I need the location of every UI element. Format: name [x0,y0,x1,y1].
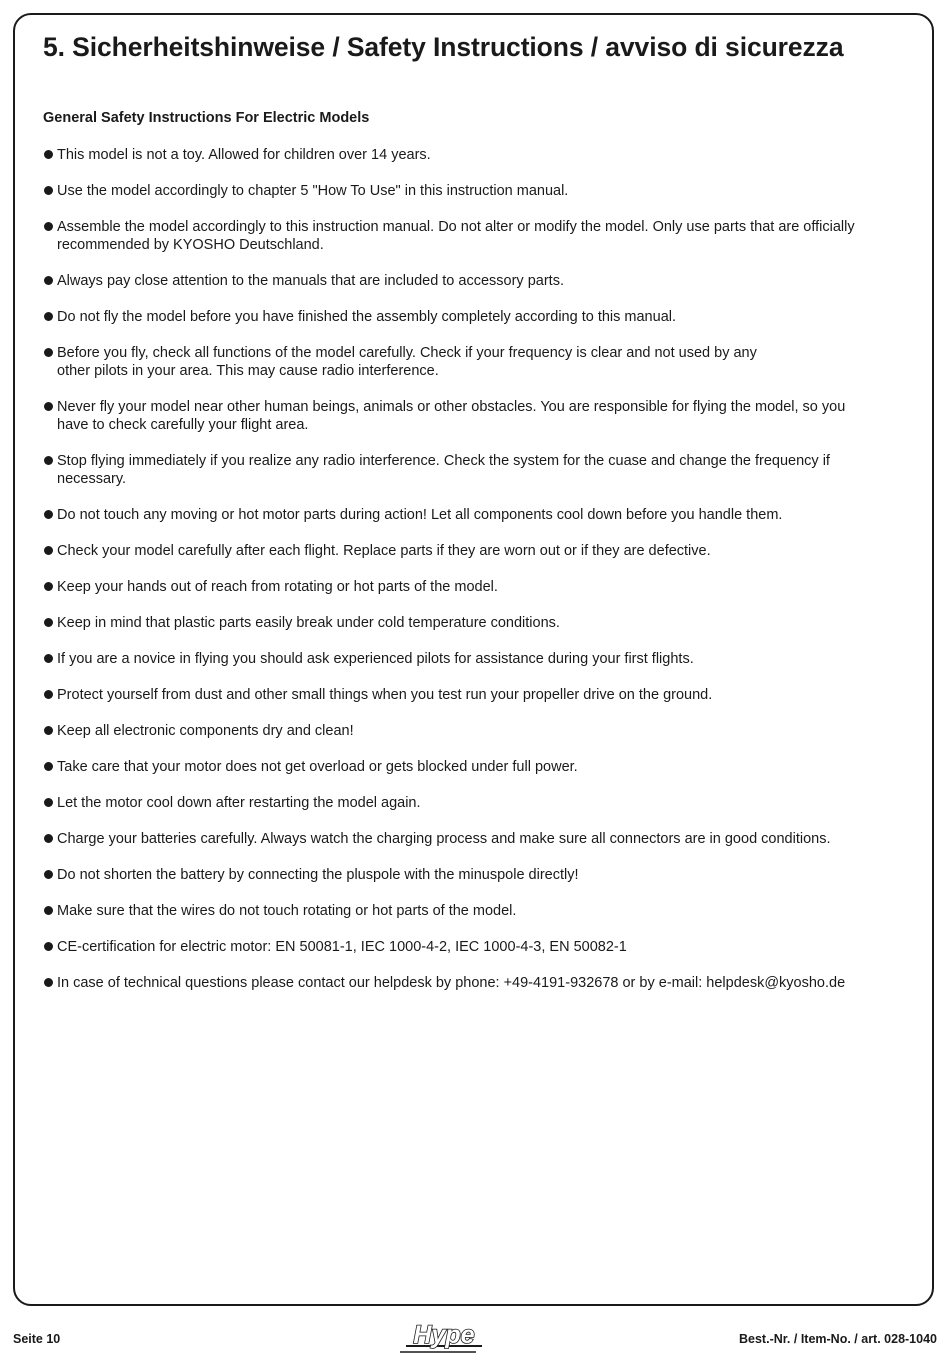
bullet-icon [43,758,57,776]
list-item-text: In case of technical questions please contact our helpdesk by phone: +49-4191-932678 or by e-mail: helpdesk@kyosho.de [57,975,846,991]
list-item [43,506,903,524]
list-item-text: This model is not a toy. Allowed for children over 14 years. [57,147,431,163]
list-item [43,272,903,290]
bullet-icon [43,650,57,668]
bullet-icon [43,578,57,596]
bullet-icon [43,218,57,254]
list-item-text: Use the model accordingly to chapter 5 "How To Use" in this instruction manual. [57,183,569,199]
list-item [43,758,903,776]
bullet-icon [43,506,57,524]
bullet-icon [43,974,57,992]
bullet-icon [43,938,57,956]
list-item [43,902,903,920]
list-item [43,722,903,740]
list-item-text: Do not touch any moving or hot motor parts during action! Let all components cool down before you handle them. [57,507,783,523]
list-item [43,146,903,164]
bullet-icon [43,542,57,560]
logo-text: Hype [413,1321,475,1349]
bullet-icon [43,272,57,290]
list-item [43,308,903,326]
list-item [43,686,903,704]
bullet-icon [43,902,57,920]
bullet-icon [43,398,57,434]
list-item [43,938,903,956]
list-item [43,830,903,848]
page-title: 5. Sicherheitshinweise / Safety Instructions / avviso di sicurezza [43,32,844,62]
list-item [43,578,903,596]
list-item-text: Keep in mind that plastic parts easily break under cold temperature conditions. [57,615,560,631]
list-item-text: Keep all electronic components dry and clean! [57,723,354,739]
list-item [43,398,853,434]
page-number: Seite 10 [13,1332,61,1346]
list-item-text: Keep your hands out of reach from rotating or hot parts of the model. [57,579,498,595]
item-number: Best.-Nr. / Item-No. / art. 028-1040 [739,1332,937,1346]
bullet-icon [43,308,57,326]
section-subtitle: General Safety Instructions For Electric Models [43,110,370,126]
list-item-text: Always pay close attention to the manuals that are included to accessory parts. [57,273,564,289]
list-item [43,614,903,632]
list-item-text: Do not shorten the battery by connecting the pluspole with the minuspole directly! [57,867,579,883]
list-item [43,650,903,668]
bullet-icon [43,866,57,884]
list-item [43,182,903,200]
bullet-icon [43,794,57,812]
list-item [43,542,903,560]
list-item-text: If you are a novice in flying you should ask experienced pilots for assistance during your first flights. [57,651,694,667]
bullet-icon [43,722,57,740]
bullet-icon [43,614,57,632]
list-item-text: Before you fly, check all functions of the model carefully. Check if your frequency is clear and not used by any other pilots in your area. This may cause radio interference. [57,345,757,379]
list-item-text: Make sure that the wires do not touch rotating or hot parts of the model. [57,903,517,919]
bullet-icon [43,146,57,164]
list-item-text: Never fly your model near other human beings, animals or other obstacles. You are responsible for flying the model, so you have to check carefully your flight area. [57,399,846,433]
list-item-text: Assemble the model accordingly to this instruction manual. Do not alter or modify the model. Only use parts that are officially recommended by KYOSHO Deutschland. [57,219,855,253]
hype-logo [396,1316,492,1354]
list-item-text: Protect yourself from dust and other small things when you test run your propeller drive on the ground. [57,687,713,703]
bullet-icon [43,344,57,380]
bullet-icon [43,452,57,488]
bullet-icon [43,686,57,704]
list-item [43,344,783,380]
list-item [43,794,903,812]
bullet-icon [43,182,57,200]
list-item-text: Take care that your motor does not get overload or gets blocked under full power. [57,759,578,775]
list-item-text: Check your model carefully after each flight. Replace parts if they are worn out or if they are defective. [57,543,711,559]
list-item-text: Charge your batteries carefully. Always watch the charging process and make sure all connectors are in good conditions. [57,831,831,847]
list-item-text: Do not fly the model before you have finished the assembly completely according to this manual. [57,309,677,325]
list-item-text: Let the motor cool down after restarting the model again. [57,795,421,811]
list-item [43,974,903,992]
list-item [43,452,853,488]
list-item [43,218,903,254]
bullet-icon [43,830,57,848]
list-item-text: CE-certification for electric motor: EN 50081-1, IEC 1000-4-2, IEC 1000-4-3, EN 50082-1 [57,939,627,955]
list-item [43,866,903,884]
list-item-text: Stop flying immediately if you realize any radio interference. Check the system for the cuase and change the frequency if necessary. [57,453,830,487]
